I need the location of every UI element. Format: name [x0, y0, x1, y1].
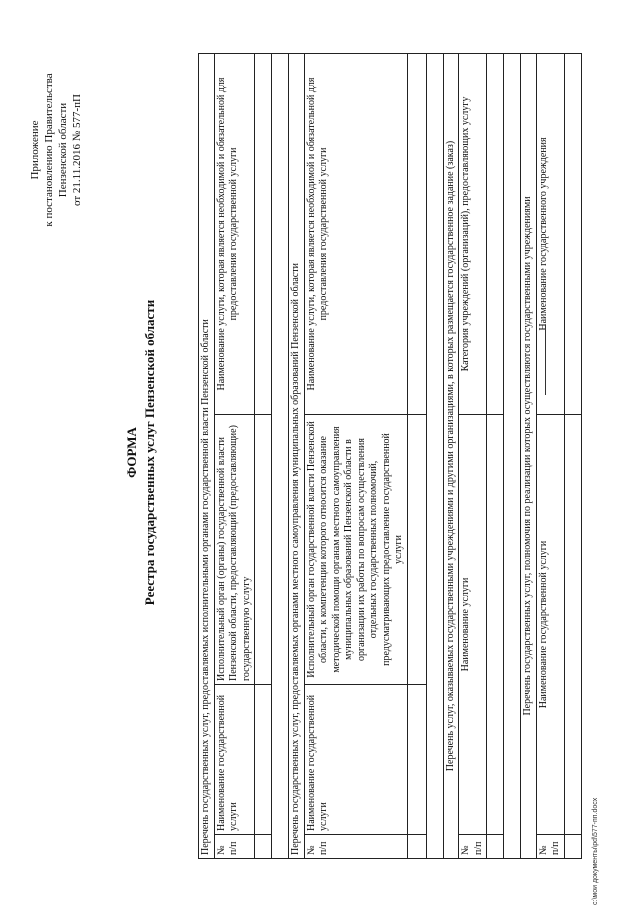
section-3-caption-row [443, 54, 459, 859]
section-4-caption: Перечень государственных услуг, полномочия по реализации которых осуществляются государственными учреждениями [521, 54, 537, 859]
col-no-header: № п/п [214, 835, 255, 859]
appendix-line: к постановлению Правительства [43, 73, 55, 227]
document-subtitle: Реестра государственных услуг Пензенской области [142, 299, 157, 606]
document-title: ФОРМА [124, 427, 139, 478]
col-category-header: Категория учреждений (организаций), предоставляющих услугу [459, 54, 487, 415]
col-organ-header: Исполнительный орган государственной власти Пензенской области, к компетенции которого относится оказание методической помощи органам местного самоуправления муниципальных образований Пензенской области в организации их работы по вопросам осуществления отдельных государственных полномочий, предусматривающих предоставление государственной услуги [304, 415, 407, 685]
section-3-caption: Перечень услуг, оказываемых государственными учреждениями и другими организациями, в которых размещается государственное задание (заказ) [443, 54, 459, 859]
section-2-caption-row [289, 54, 305, 859]
col-name-header: Наименование услуги [459, 415, 487, 835]
col-name-header: Наименование государственной услуги [536, 415, 564, 835]
section-2-empty-row [407, 54, 426, 859]
col-no-header: № п/п [459, 835, 487, 859]
section-3-header-row [459, 54, 487, 859]
appendix-line: от 21.11.2016 № 577-пП [71, 94, 83, 206]
col-required-header: Наименование услуги, которая является необходимой и обязательной для предоставления государственной услуги [304, 54, 407, 415]
separator-line [545, 325, 546, 395]
section-4-header-row [536, 54, 564, 859]
section-2-header-row [304, 54, 407, 859]
section-gap-row [504, 54, 521, 859]
section-3-empty-row [487, 54, 504, 859]
col-no-header: № п/п [304, 835, 407, 859]
col-required-header: Наименование услуги, которая является необходимой и обязательной для предоставления государственной услуги [214, 54, 255, 415]
section-1-empty-row [255, 54, 272, 859]
section-2-caption: Перечень государственных услуг, предоставляемых органами местного самоуправления муниципальных образований Пензенской области [289, 54, 305, 859]
section-4-empty-row [564, 54, 581, 859]
col-organ-header: Исполнительный орган (органы) государственной власти Пензенской области, предоставляющий (предоставляющие) государственную услугу [214, 415, 255, 685]
col-institution-header: Наименование государственного учреждения [536, 54, 564, 415]
section-4-caption-row [521, 54, 537, 859]
appendix-line: Пензенской области [57, 102, 69, 198]
section-1-caption-row [199, 54, 215, 859]
registry-table [198, 53, 582, 859]
footer-file-path: c:\мои документы\pd\577-пп.docx [592, 797, 599, 905]
section-1-header-row [214, 54, 255, 859]
col-name-header: Наименование государственной услуги [304, 685, 407, 835]
col-no-header: № п/п [536, 835, 564, 859]
col-name-header: Наименование государственной услуги [214, 685, 255, 835]
appendix-block [28, 35, 84, 265]
section-gap-row [272, 54, 289, 859]
section-gap-row [426, 54, 443, 859]
appendix-line: Приложение [29, 120, 41, 180]
section-1-caption: Перечень государственных услуг, предоставляемых исполнительными органами государственной власти Пензенской области [199, 54, 215, 859]
